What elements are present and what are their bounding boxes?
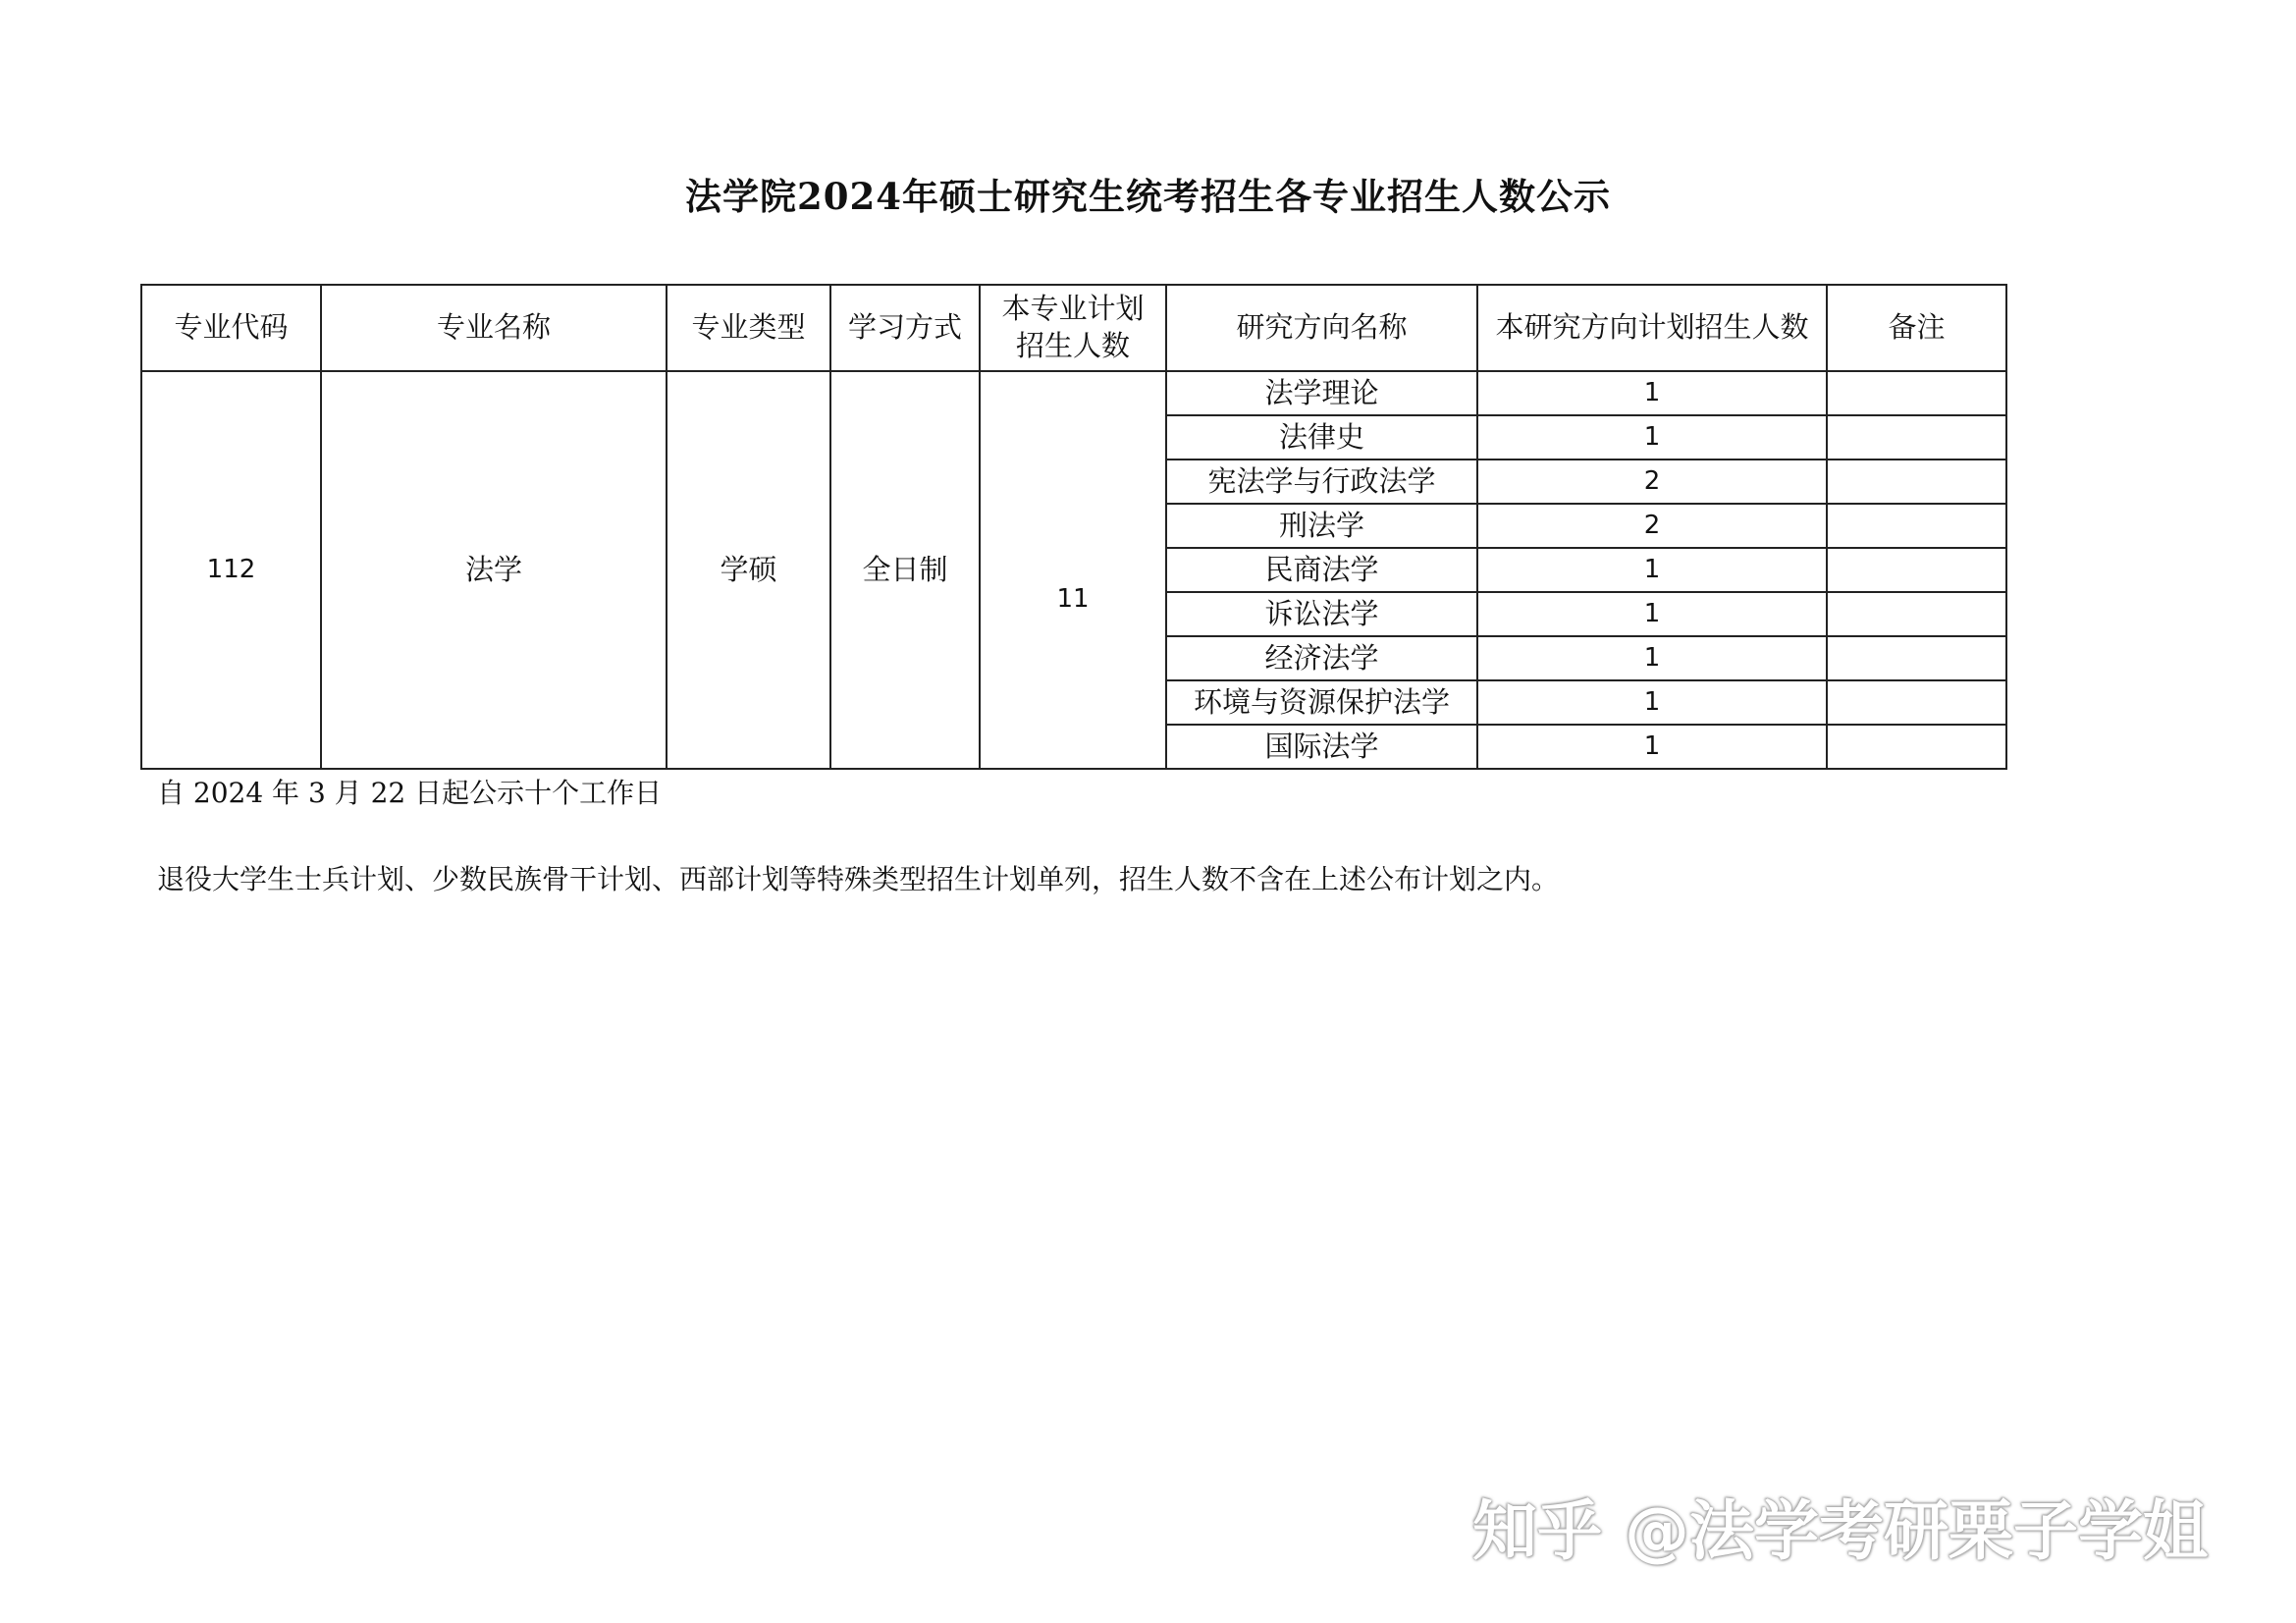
header-program-plan-line2: 招生人数 (1015, 329, 1130, 362)
direction-count: 1 (1477, 636, 1827, 680)
header-direction-plan: 本研究方向计划招生人数 (1477, 285, 1827, 371)
announcement-period-note: 自 2024 年 3 月 22 日起公示十个工作日 (157, 777, 663, 809)
direction-name: 诉讼法学 (1166, 592, 1477, 636)
direction-name: 环境与资源保护法学 (1166, 680, 1477, 725)
direction-remark (1827, 460, 2006, 504)
zhihu-watermark: 知乎 @法学考研栗子学姐 (1472, 1493, 2208, 1569)
header-program-type: 专业类型 (667, 285, 830, 371)
table-header-row (141, 285, 2006, 371)
enrollment-table (140, 284, 2007, 770)
program-type: 学硕 (667, 371, 830, 769)
direction-remark (1827, 680, 2006, 725)
program-plan-total (980, 371, 1166, 769)
header-program-code: 专业代码 (141, 285, 321, 371)
table-row (141, 371, 2006, 415)
direction-count: 1 (1477, 415, 1827, 460)
header-study-mode: 学习方式 (830, 285, 980, 371)
direction-count: 2 (1477, 504, 1827, 548)
direction-remark (1827, 415, 2006, 460)
program-name: 法学 (321, 371, 667, 769)
direction-name: 宪法学与行政法学 (1166, 460, 1477, 504)
direction-name: 经济法学 (1166, 636, 1477, 680)
header-program-plan-line1: 本专业计划 (1001, 292, 1145, 326)
direction-remark (1827, 371, 2006, 415)
header-program-plan (980, 285, 1166, 371)
program-code: 112 (141, 371, 321, 769)
document-title: 法学院2024年硕士研究生统考招生各专业招生人数公示 (685, 175, 1611, 218)
direction-name: 民商法学 (1166, 548, 1477, 592)
direction-remark (1827, 592, 2006, 636)
special-plans-note: 退役大学生士兵计划、少数民族骨干计划、西部计划等特殊类型招生计划单列，招生人数不含在上述公布计划之内。 (157, 863, 1560, 895)
direction-remark (1827, 504, 2006, 548)
direction-name: 国际法学 (1166, 725, 1477, 769)
direction-name: 法律史 (1166, 415, 1477, 460)
direction-remark (1827, 725, 2006, 769)
direction-count: 1 (1477, 680, 1827, 725)
direction-remark (1827, 636, 2006, 680)
direction-count: 1 (1477, 371, 1827, 415)
direction-count: 1 (1477, 548, 1827, 592)
direction-count: 2 (1477, 460, 1827, 504)
direction-name: 法学理论 (1166, 371, 1477, 415)
header-remarks: 备注 (1827, 285, 2006, 371)
direction-count: 1 (1477, 725, 1827, 769)
header-direction-name: 研究方向名称 (1166, 285, 1477, 371)
program-plan-total-value: 11 (1056, 583, 1090, 614)
direction-remark (1827, 548, 2006, 592)
direction-name: 刑法学 (1166, 504, 1477, 548)
program-study-mode: 全日制 (830, 371, 980, 769)
header-program-name: 专业名称 (321, 285, 667, 371)
direction-count: 1 (1477, 592, 1827, 636)
